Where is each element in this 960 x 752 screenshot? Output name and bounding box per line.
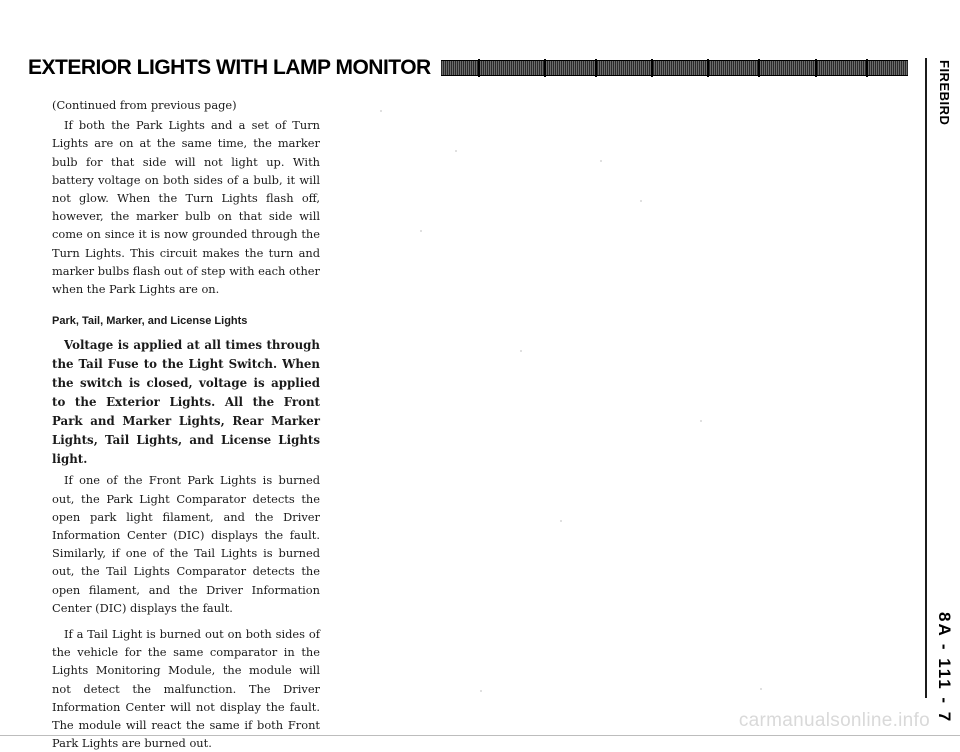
site-watermark: carmanualsonline.info: [738, 710, 930, 731]
paragraph-tail-light: If a Tail Light is burned out on both sides of the vehicle for the same comparator in the Lights Monitoring Module, the module will not detect the malfunction. The Driver Information Center will not display the fault. The module will react the same if both Front Park Lights are burned out.: [52, 627, 320, 751]
scan-speck: [640, 200, 642, 202]
intro-paragraph: If both the Park Lights and a set of Turn Lights are on at the same time, the marker bulb for that side will not light up. With battery voltage on both sides of a bulb, it will not glow. When the Turn Lights flash off, however, the marker bulb on that side will come on since it is now grounded through the Turn Lights. This circuit makes the turn and marker bulbs flash out of step with each other when the Park Lights are on.: [52, 118, 320, 297]
paragraph-front-park: If one of the Front Park Lights is burned out, the Park Light Comparator detects the open park light filament, and the Driver Information Center (DIC) displays the fault. Similarly, if one of the Tail Lights is burned out, the Tail Lights Comparator detects the open filament, and the Driver Information Center (DIC) displays the fault.: [52, 473, 320, 615]
scan-speck: [380, 110, 382, 112]
page-title: EXTERIOR LIGHTS WITH LAMP MONITOR: [28, 56, 431, 79]
header-bar-tick: [544, 59, 546, 77]
header-bar-tick: [866, 59, 868, 77]
continued-note: (Continued from previous page): [52, 98, 237, 112]
page-number: 8A - 111 - 7: [935, 612, 954, 724]
body-column: [52, 96, 320, 752]
scan-speck: [420, 230, 422, 232]
scan-speck: [480, 690, 482, 692]
section-heading: Park, Tail, Marker, and License Lights: [52, 315, 248, 328]
header-bar-tick: [478, 59, 480, 77]
right-margin-rule: [925, 58, 927, 698]
header-bar-tick: [815, 59, 817, 77]
header-bar-tick: [651, 59, 653, 77]
page-header: [28, 55, 908, 81]
footer-rule: [0, 735, 960, 736]
header-bar-tick: [707, 59, 709, 77]
scan-speck: [520, 350, 522, 352]
header-rule-bar: [441, 60, 908, 76]
header-bar-tick: [758, 59, 760, 77]
paragraph-voltage: Voltage is applied at all times through the Tail Fuse to the Light Switch. When the switch is closed, voltage is applied to the Exterior Lights. All the Front Park and Marker Lights, Rear Marker Lights, Tail Lights, and License Lights light.: [52, 338, 320, 467]
header-bar-tick: [595, 59, 597, 77]
scan-speck: [560, 520, 562, 522]
scan-speck: [600, 160, 602, 162]
scan-speck: [455, 150, 457, 152]
scan-speck: [760, 688, 762, 690]
scan-speck: [700, 420, 702, 422]
vehicle-side-label: FIREBIRD: [937, 60, 952, 126]
